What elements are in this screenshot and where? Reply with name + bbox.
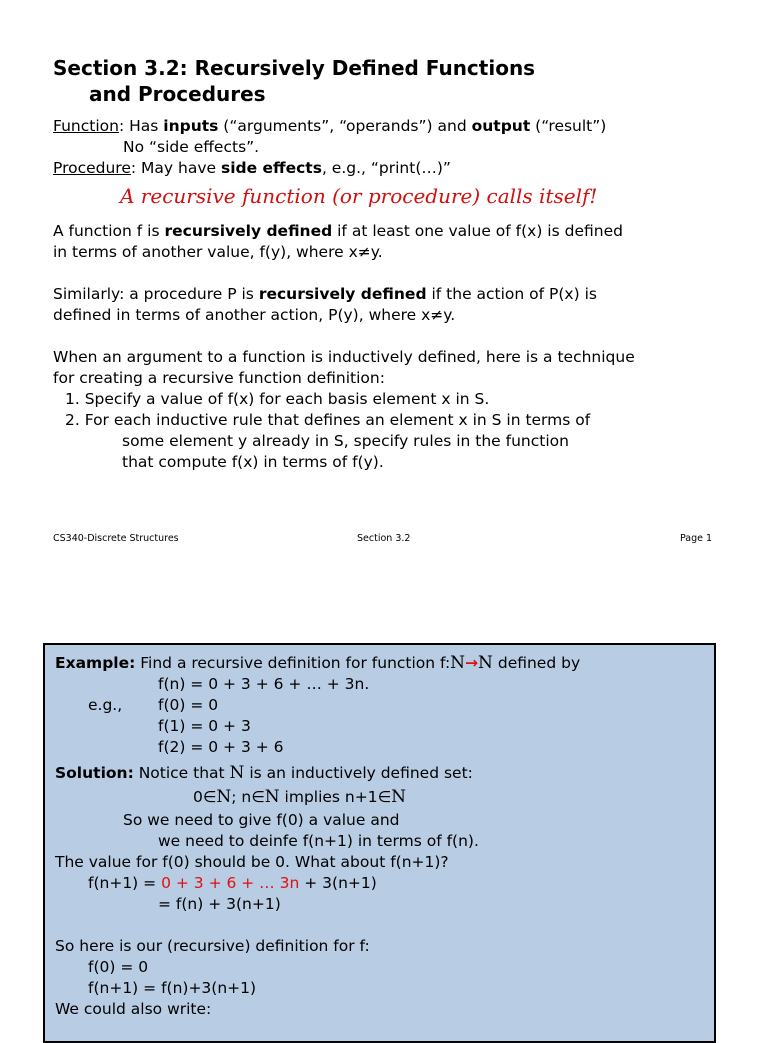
footer-page-number: Page 1 xyxy=(680,533,713,544)
eg-value: f(1) = 0 + 3 xyxy=(158,717,251,735)
function-text: : Has xyxy=(118,117,164,135)
function-formula: f(n) = 0 + 3 + 6 + … + 3n. xyxy=(158,675,370,693)
function-label: Function xyxy=(53,117,119,135)
eg-value: f(2) = 0 + 3 + 6 xyxy=(158,738,284,756)
para-text: if the action of P(x) is xyxy=(426,285,597,303)
eg-value: f(0) = 0 xyxy=(158,696,219,714)
ind-text: implies n+1∈ xyxy=(279,788,392,806)
recurrence-line xyxy=(55,873,738,894)
naturals-symbol: N xyxy=(478,653,493,673)
ind-text: ; n∈ xyxy=(231,788,265,806)
naturals-symbol: N xyxy=(391,787,406,807)
recursive-callout: A recursive function (or procedure) calls itself! xyxy=(120,184,598,208)
so-line: we need to deinfe f(n+1) in terms of f(n). xyxy=(158,832,479,850)
naturals-symbol: N xyxy=(216,787,232,807)
procedure-text: : May have xyxy=(130,159,221,177)
slide-page-2 xyxy=(43,643,716,1043)
paragraph-line: in terms of another value, f(y), where x≠y. xyxy=(53,243,383,261)
naturals-symbol: N xyxy=(264,787,280,807)
solution-label: Solution: xyxy=(55,764,134,782)
function-no-side-effects: No “side effects”. xyxy=(123,138,260,156)
output-term: output xyxy=(471,117,531,135)
procedure-text: , e.g., “print(…)” xyxy=(321,159,451,177)
solution-text: is an inductively defined set: xyxy=(244,764,473,782)
eg-label: e.g., xyxy=(88,696,123,714)
paragraph-technique: When an argument to a function is inductively defined, here is a technique xyxy=(53,348,635,366)
value-line: The value for f(0) should be 0. What about f(n+1)? xyxy=(55,853,449,871)
example-text: defined by xyxy=(492,654,581,672)
list-item-1: 1. Specify a value of f(x) for each basis element x in S. xyxy=(65,390,490,408)
recursively-defined-term: recursively defined xyxy=(258,285,427,303)
example-label: Example: xyxy=(55,654,136,672)
function-text: (“arguments”, “operands”) and xyxy=(218,117,472,135)
para-text: A function f is xyxy=(53,222,165,240)
recurrence-text: f(n+1) = xyxy=(88,874,162,892)
definition-base: f(0) = 0 xyxy=(88,958,149,976)
solution-text: Notice that xyxy=(133,764,230,782)
example-line xyxy=(55,653,705,674)
eg-line xyxy=(55,695,738,716)
ind-text: 0∈ xyxy=(193,788,217,806)
example-text: Find a recursive definition for function f: xyxy=(135,654,451,672)
procedure-definition xyxy=(53,158,753,179)
paragraph-line: defined in terms of another action, P(y), where x≠y. xyxy=(53,306,456,324)
also-line: We could also write: xyxy=(55,1000,212,1018)
page-title xyxy=(53,55,535,107)
side-effects-term: side effects xyxy=(220,159,322,177)
title-line-2: and Procedures xyxy=(89,82,266,106)
list-item-2: 2. For each inductive rule that defines an element x in S in terms of xyxy=(65,411,591,429)
so-line: So we need to give f(0) a value and xyxy=(123,811,400,829)
function-definition xyxy=(53,116,753,137)
list-item-2-cont: that compute f(x) in terms of f(y). xyxy=(122,453,384,471)
naturals-symbol: N xyxy=(450,653,466,673)
procedure-label: Procedure xyxy=(53,159,131,177)
highlighted-sum: 0 + 3 + 6 + … 3n xyxy=(161,874,300,892)
paragraph-line: for creating a recursive function definition: xyxy=(53,369,385,387)
inductive-definition xyxy=(55,787,768,808)
recurrence-line: = f(n) + 3(n+1) xyxy=(158,895,281,913)
arrow-icon: → xyxy=(465,654,479,672)
footer-section: Section 3.2 xyxy=(357,533,411,544)
solution-line xyxy=(55,763,705,784)
recurrence-text: + 3(n+1) xyxy=(299,874,377,892)
naturals-symbol: N xyxy=(229,763,245,783)
list-item-2-cont: some element y already in S, specify rules in the function xyxy=(122,432,569,450)
definition-step: f(n+1) = f(n)+3(n+1) xyxy=(88,979,257,997)
paragraph-recursive-function xyxy=(53,221,753,242)
inputs-term: inputs xyxy=(163,117,219,135)
para-text: if at least one value of f(x) is defined xyxy=(332,222,623,240)
title-line-1: Section 3.2: Recursively Defined Functions xyxy=(53,56,536,80)
footer-course: CS340-Discrete Structures xyxy=(53,533,179,544)
recursively-defined-term: recursively defined xyxy=(164,222,333,240)
function-text: (“result”) xyxy=(530,117,607,135)
definition-intro: So here is our (recursive) definition for f: xyxy=(55,937,370,955)
para-text: Similarly: a procedure P is xyxy=(53,285,259,303)
paragraph-recursive-procedure xyxy=(53,284,753,305)
